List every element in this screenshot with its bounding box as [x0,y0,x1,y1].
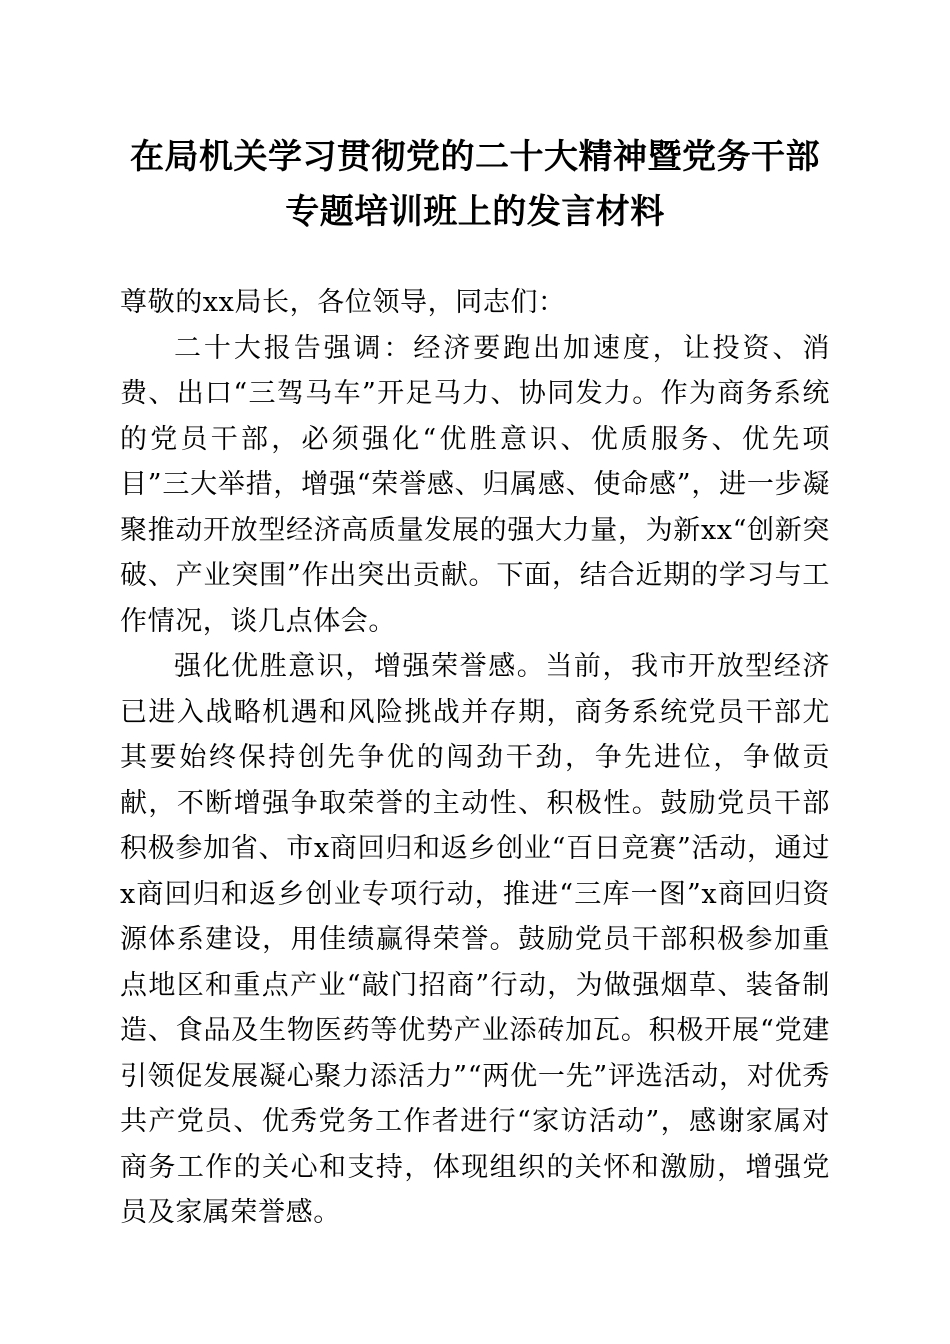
document-title-line-1: 在局机关学习贯彻党的二十大精神暨党务干部 [130,137,820,177]
document-title [120,130,830,240]
document-body [120,280,830,1236]
salutation-paragraph: 尊敬的xx局长，各位领导，同志们： [120,287,566,318]
body-paragraph: 二十大报告强调：经济要跑出加速度，让投资、消费、出口“三驾马车”开足马力、协同发力。作为商务系统的党员干部，必须强化“优胜意识、优质服务、优先项目”三大举措，增强“荣誉感、归属感、使命感”，进一步凝聚推动开放型经济高质量发展的强大力量，为新xx“创新突破、产业突围”作出突出贡献。下面，结合近期的学习与工作情况，谈几点体会。 [120,332,830,637]
body-paragraph: 强化优胜意识，增强荣誉感。当前，我市开放型经济已进入战略机遇和风险挑战并存期，商务系统党员干部尤其要始终保持创先争优的闯劲干劲，争先进位，争做贡献，不断增强争取荣誉的主动性、积极性。鼓励党员干部积极参加省、市x商回归和返乡创业“百日竞赛”活动，通过x商回归和返乡创业专项行动，推进“三库一图”x商回归资源体系建设，用佳绩赢得荣誉。鼓励党员干部积极参加重点地区和重点产业“敲门招商”行动，为做强烟草、装备制造、食品及生物医药等优势产业添砖加瓦。积极开展“党建引领促发展凝心聚力添活力”“两优一先”评选活动，对优秀共产党员、优秀党务工作者进行“家访活动”，感谢家属对商务工作的关心和支持，体现组织的关怀和激励，增强党员及家属荣誉感。 [120,651,830,1228]
document-title-line-2: 专题培训班上的发言材料 [285,192,665,232]
